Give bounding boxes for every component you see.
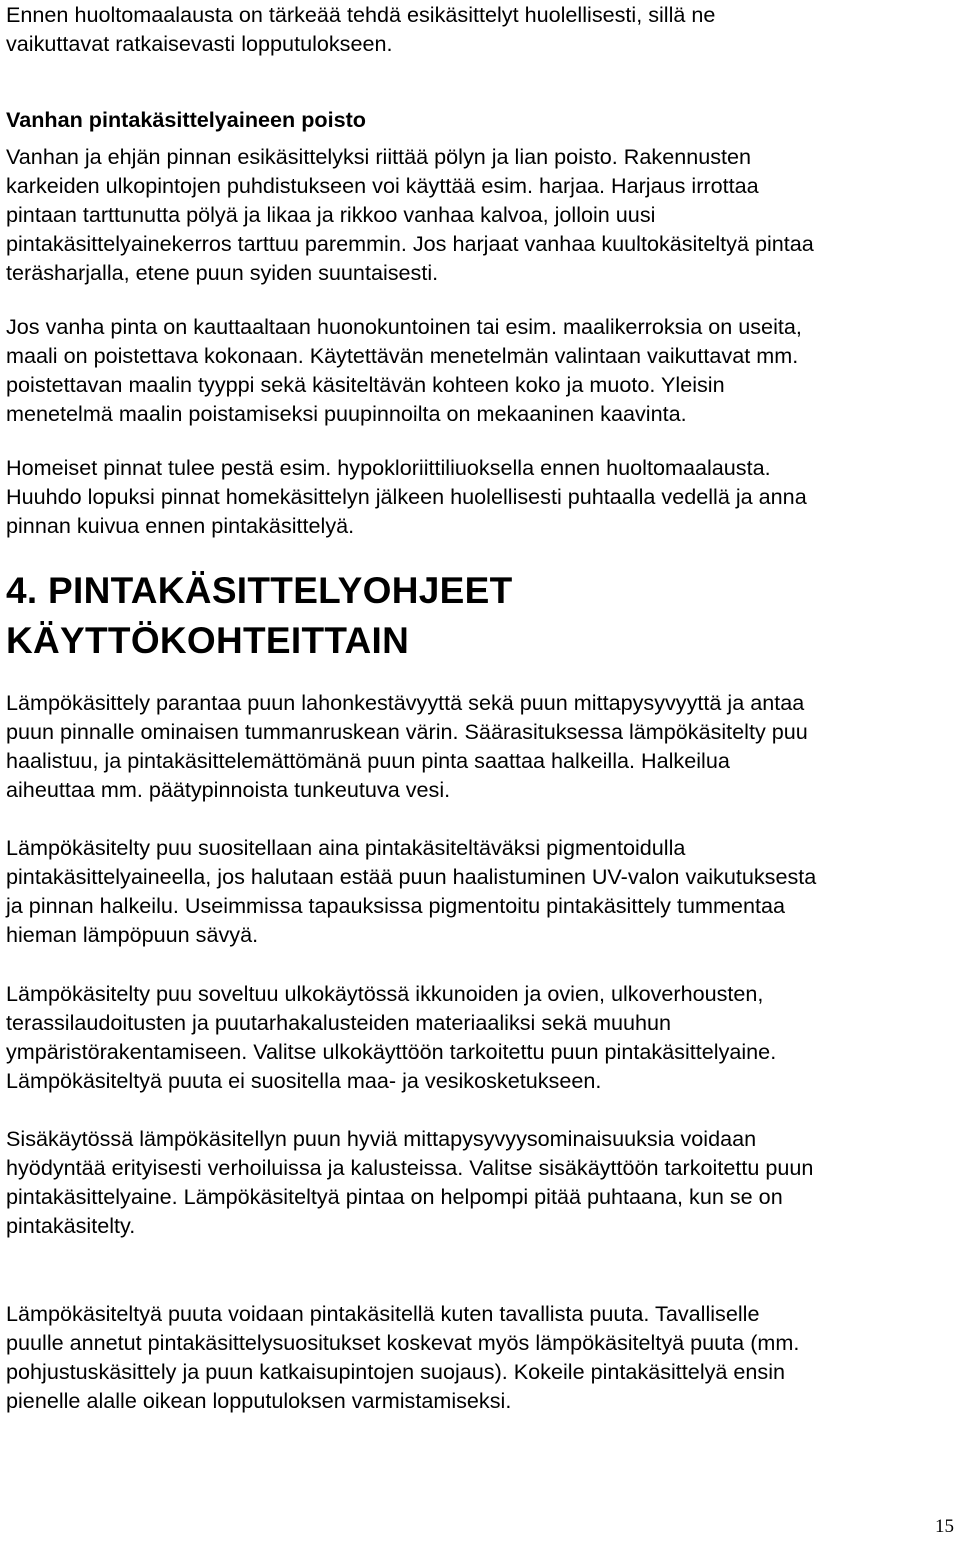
page-number: 15 — [935, 1516, 954, 1537]
section-4-paragraph-2 — [6, 833, 956, 949]
text-line: maali on poistettava kokonaan. Käytettävän menetelmän valintaan vaikuttavat mm. — [6, 343, 799, 368]
text-line: Vanhan ja ehjän pinnan esikäsittelyksi riittää pölyn ja lian poisto. Rakennusten — [6, 144, 752, 169]
removal-paragraph-3 — [6, 453, 956, 540]
text-line: vaikuttavat ratkaisevasti lopputulokseen. — [6, 31, 393, 56]
text-line: pintakäsittelyaineella, jos halutaan estää puun haalistuminen UV-valon vaikutuksesta — [6, 864, 817, 889]
text-line: Sisäkäytössä lämpökäsitellyn puun hyviä mittapysyvyysominaisuuksia voidaan — [6, 1126, 757, 1151]
text-line: pintakäsittelyaine. Lämpökäsiteltyä pintaa on helpompi pitää puhtaana, kun se on — [6, 1184, 783, 1209]
section-4-paragraph-3 — [6, 979, 956, 1095]
section-4-paragraph-4 — [6, 1124, 956, 1240]
removal-paragraph-1 — [6, 142, 956, 287]
intro-paragraph — [6, 0, 956, 58]
text-line: Lämpökäsittely parantaa puun lahonkestävyyttä sekä puun mittapysyvyyttä ja antaa — [6, 690, 805, 715]
section-4-heading — [6, 566, 956, 666]
text-line: Ennen huoltomaalausta on tärkeää tehdä esikäsittelyt huolellisesti, sillä ne — [6, 2, 716, 27]
removal-heading: Vanhan pintakäsittelyaineen poisto — [6, 107, 366, 132]
section-4-paragraph-1 — [6, 688, 956, 804]
text-line: pintakäsittelyainekerros tarttuu paremmin. Jos harjaat vanhaa kuultokäsiteltyä pintaa — [6, 231, 814, 256]
text-line: puun pinnalle ominaisen tummanruskean värin. Säärasituksessa lämpökäsitelty puu — [6, 719, 808, 744]
text-line: haalistuu, ja pintakäsittelemättömänä puun pinta saattaa halkeilla. Halkeilua — [6, 748, 730, 773]
text-line: aiheuttaa mm. päätypinnoista tunkeutuva vesi. — [6, 777, 451, 802]
text-line: Lämpökäsiteltyä puuta ei suositella maa- ja vesikosketukseen. — [6, 1068, 602, 1093]
text-line: hieman lämpöpuun sävyä. — [6, 922, 259, 947]
text-line: poistettavan maalin tyyppi sekä käsiteltävän kohteen koko ja muoto. Yleisin — [6, 372, 725, 397]
text-line: hyödyntää erityisesti verhoiluissa ja kalusteissa. Valitse sisäkäyttöön tarkoitettu puun — [6, 1155, 814, 1180]
text-line: pintaan tarttunutta pölyä ja likaa ja rikkoo vanhaa kalvoa, jolloin uusi — [6, 202, 656, 227]
text-line: karkeiden ulkopintojen puhdistukseen voi käyttää esim. harjaa. Harjaus irrottaa — [6, 173, 759, 198]
text-line: Homeiset pinnat tulee pestä esim. hypokloriittiliuoksella ennen huoltomaalausta. — [6, 455, 771, 480]
text-line: terassilaudoitusten ja puutarhakalusteiden materiaaliksi sekä muuhun — [6, 1010, 671, 1035]
heading-line: KÄYTTÖKOHTEITTAIN — [6, 620, 410, 661]
text-line: ja pinnan halkeilu. Useimmissa tapauksissa pigmentoitu pintakäsittely tummentaa — [6, 893, 785, 918]
text-line: Lämpökäsitelty puu suositellaan aina pintakäsiteltäväksi pigmentoidulla — [6, 835, 686, 860]
text-line: pienelle alalle oikean lopputuloksen varmistamiseksi. — [6, 1388, 512, 1413]
text-line: puulle annetut pintakäsittelysuositukset koskevat myös lämpökäsiteltyä puuta (mm. — [6, 1330, 800, 1355]
text-line: pohjustuskäsittely ja puun katkaisupintojen suojaus). Kokeile pintakäsittelyä ensin — [6, 1359, 786, 1384]
text-line: pinnan kuivua ennen pintakäsittelyä. — [6, 513, 355, 538]
text-line: pintakäsitelty. — [6, 1213, 136, 1238]
removal-paragraph-2 — [6, 312, 956, 428]
text-line: Jos vanha pinta on kauttaaltaan huonokuntoinen tai esim. maalikerroksia on useita, — [6, 314, 802, 339]
text-line: Lämpökäsitelty puu soveltuu ulkokäytössä ikkunoiden ja ovien, ulkoverhousten, — [6, 981, 764, 1006]
section-4-paragraph-5 — [6, 1299, 956, 1415]
text-line: Huuhdo lopuksi pinnat homekäsittelyn jälkeen huolellisesti puhtaalla vedellä ja anna — [6, 484, 807, 509]
heading-line: 4. PINTAKÄSITTELYOHJEET — [6, 570, 513, 611]
text-line: menetelmä maalin poistamiseksi puupinnoilta on mekaaninen kaavinta. — [6, 401, 687, 426]
text-line: Lämpökäsiteltyä puuta voidaan pintakäsitellä kuten tavallista puuta. Tavalliselle — [6, 1301, 760, 1326]
text-line: teräsharjalla, etene puun syiden suuntaisesti. — [6, 260, 439, 285]
text-line: ympäristörakentamiseen. Valitse ulkokäyttöön tarkoitettu puun pintakäsittelyaine. — [6, 1039, 777, 1064]
